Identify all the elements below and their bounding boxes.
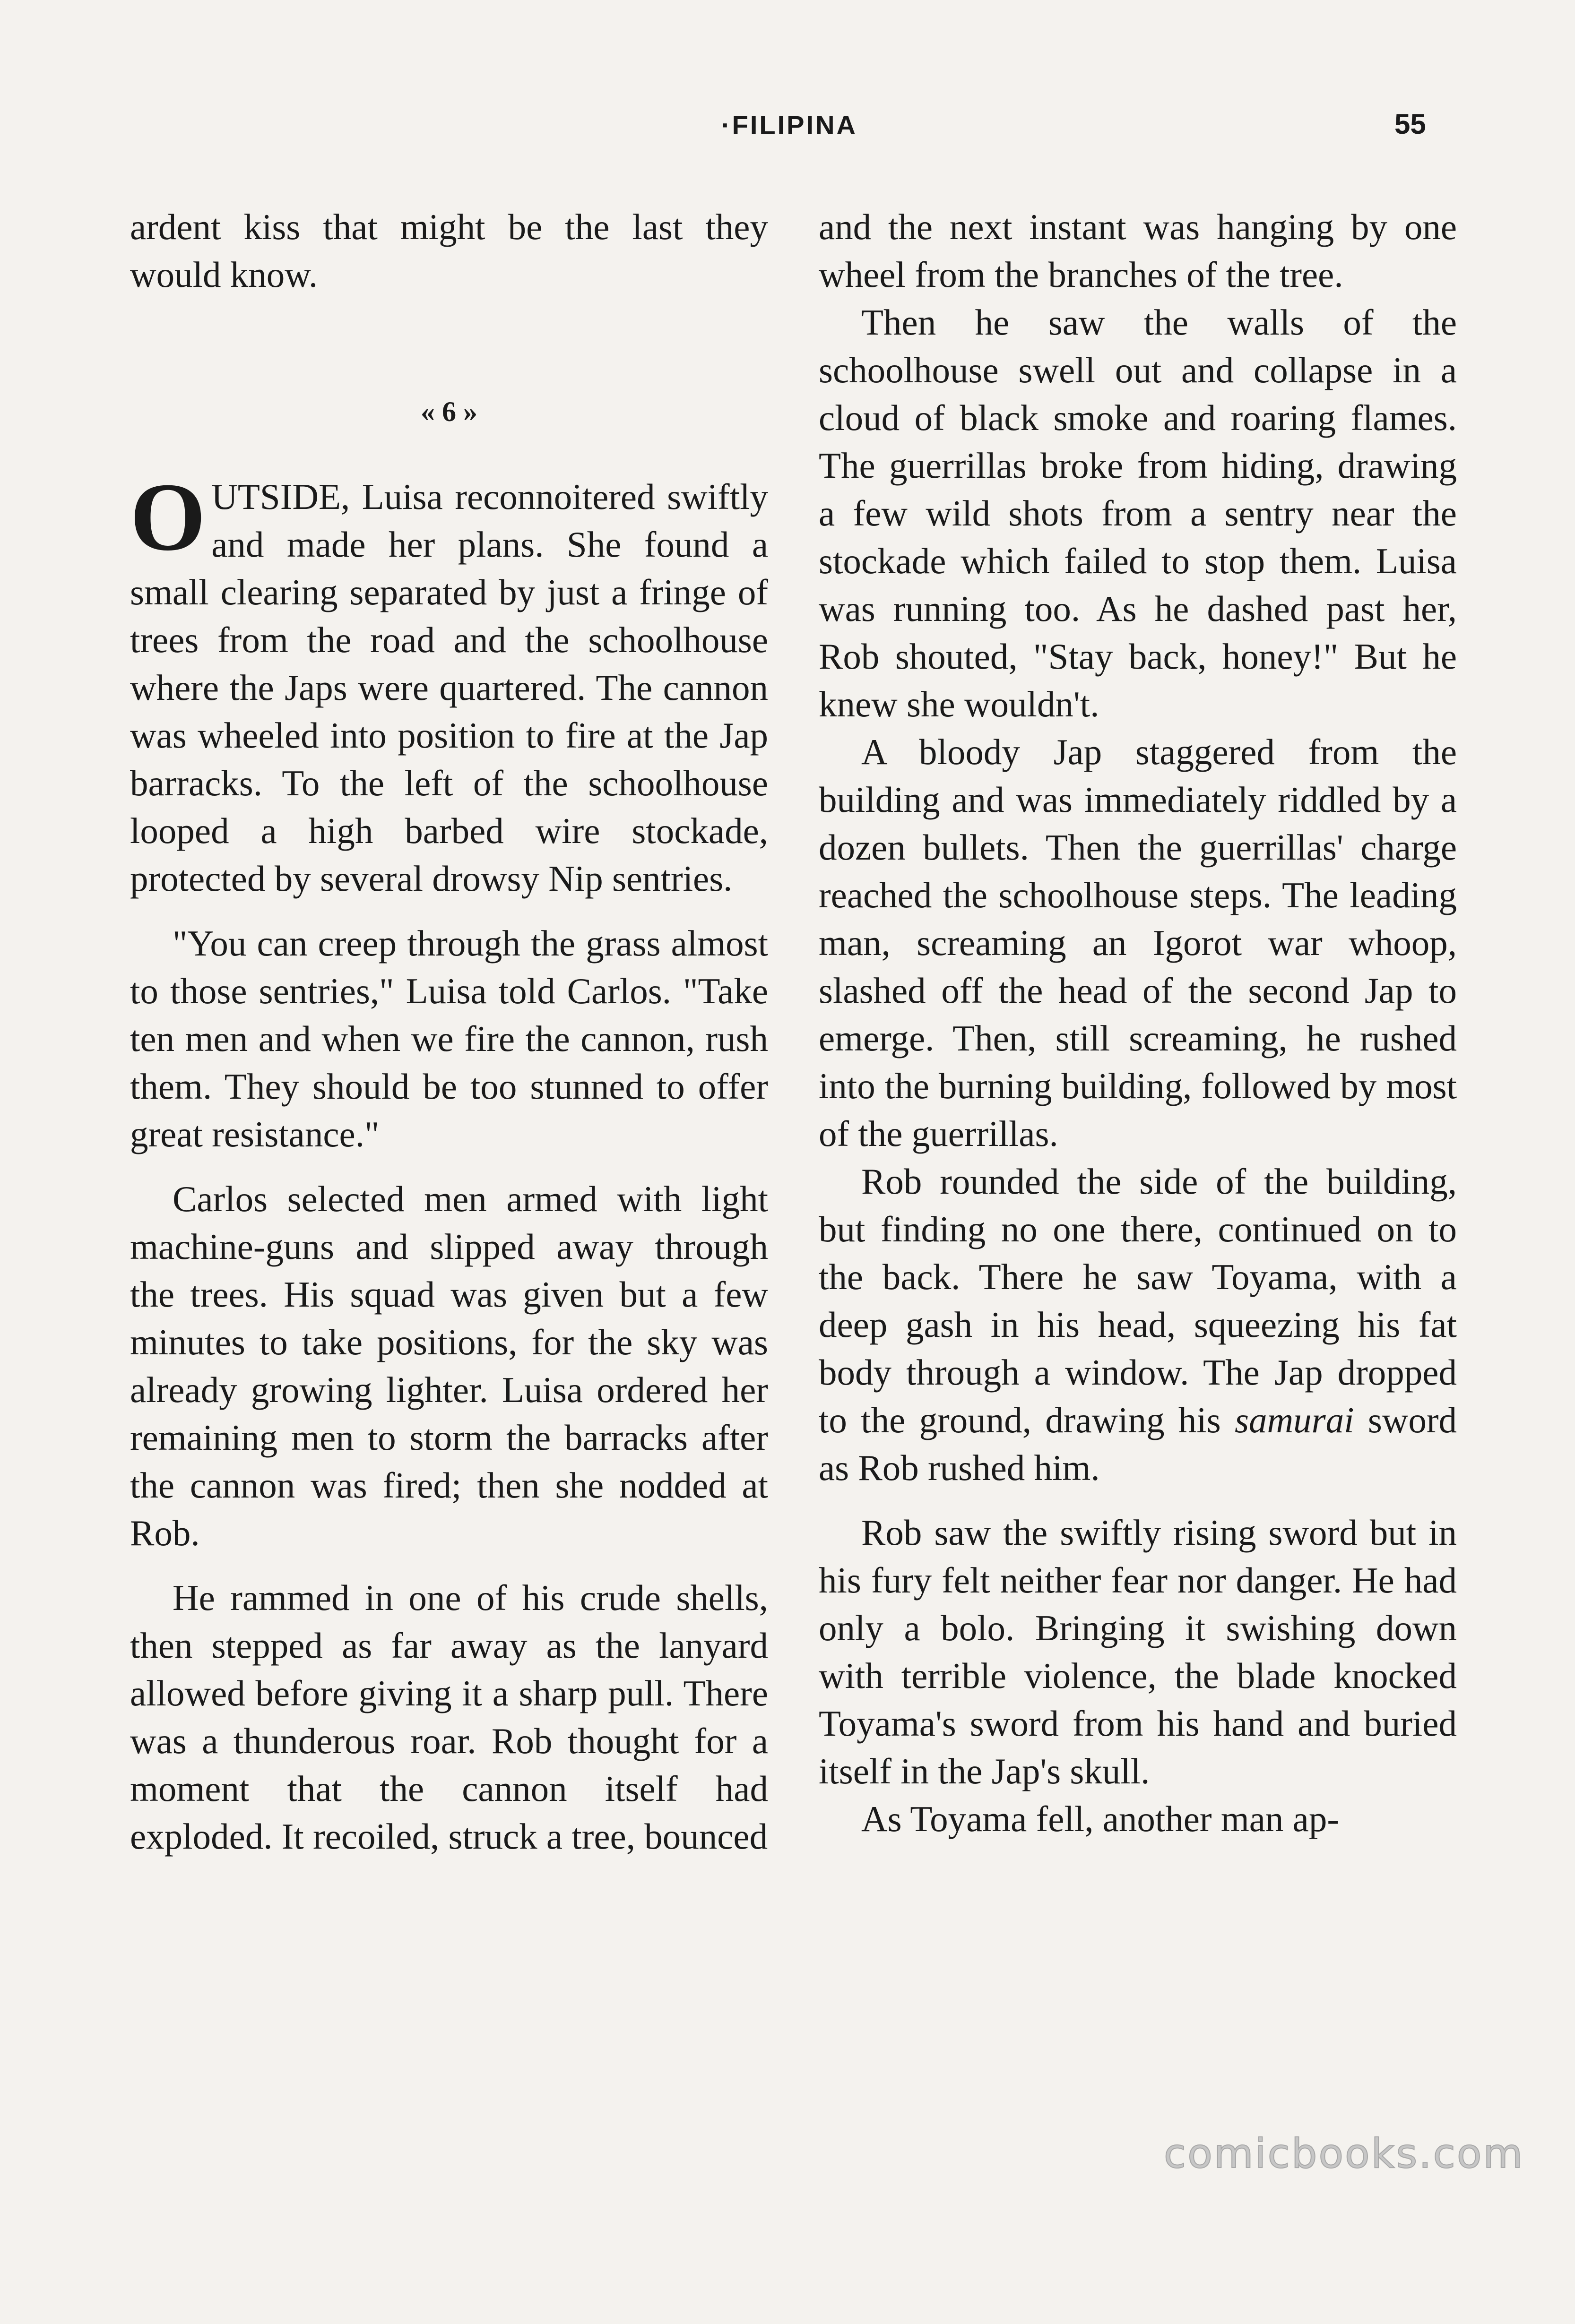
drop-cap: O — [130, 463, 206, 571]
running-header-title: ·FILIPINA — [721, 110, 857, 140]
italic-word: samurai — [1235, 1400, 1354, 1440]
page-number: 55 — [1394, 108, 1426, 140]
paragraph: "You can creep through the grass almost to those sentries," Luisa told Carlos. "Take ten men and when we fire the cannon, rush them. They should be too stunned to offer great resistance." — [130, 923, 768, 1154]
paragraph — [819, 1158, 1457, 1492]
paragraph-text: Rob rounded the side of the building, but finding no one there, continued on to the back. There he saw Toyama, with a deep gash in his head, squeezing his fat body through a window. The Jap dropped to the ground, drawing his — [819, 1161, 1457, 1440]
paragraph: Then he saw the walls of the schoolhouse swell out and collapse in a cloud of black smoke and roaring flames. The guerrillas broke from hiding, drawing a few wild shots from a sentry near the stockade which failed to stop them. Luisa was running too. As he dashed past her, Rob shouted, "Stay back, honey!" But he knew she wouldn't. — [819, 302, 1457, 724]
paragraph-continued: and the next instant was hanging by one wheel from the branches of the tree. — [819, 207, 1457, 295]
paragraph: He rammed in one of his crude shells, then stepped as far away as the lanyard allowed before giving it a sharp pull. There was a thunderous roar. Rob thought for a moment that the cannon itself had exploded. It recoiled, struck a tree, bounced — [130, 1577, 768, 1857]
paragraph: Carlos selected men armed with light machine-guns and slipped away through the trees. His squad was given but a few minutes to take positions, for the sky was already growing lighter. Luisa ordered her remaining men to storm the barracks after the cannon was fired; then she nodded at Rob. — [130, 1179, 768, 1553]
paragraph-continued: ardent kiss that might be the last they would know. — [130, 207, 768, 295]
paragraph: As Toyama fell, another man ap- — [861, 1799, 1339, 1839]
paragraph-text-end: sword as Rob rushed him. — [819, 1400, 1457, 1488]
left-column — [130, 203, 768, 1860]
paragraph-text: UTSIDE, Luisa reconnoitered swiftly and made her plans. She found a small clearing separated by just a fringe of trees from the road and the schoolhouse where the Japs were quartered. The cannon was wheeled into position to fire at the Jap barracks. To the left of the schoolhouse looped a high barbed wire stockade, protected by several drowsy Nip sentries. — [130, 476, 768, 899]
paragraph-opening — [130, 463, 768, 903]
paragraph: A bloody Jap staggered from the building and was immediately riddled by a dozen bullets. Then the guerrillas' charge reached the schoolhouse steps. The leading man, screaming an Igorot war whoop, slashed off the head of the second Jap to emerge. Then, still screaming, he rushed into the burning building, followed by most of the guerrillas. — [819, 732, 1457, 1154]
watermark: comicbooks.com — [1164, 2130, 1524, 2178]
right-column — [819, 203, 1457, 1843]
paragraph: Rob saw the swiftly rising sword but in his fury felt neither fear nor danger. He had only a bolo. Bringing it swishing down with terrible violence, the blade knocked Toyama's sword from his hand and buried itself in the Jap's skull. — [819, 1512, 1457, 1791]
section-number: « 6 » — [421, 396, 477, 427]
